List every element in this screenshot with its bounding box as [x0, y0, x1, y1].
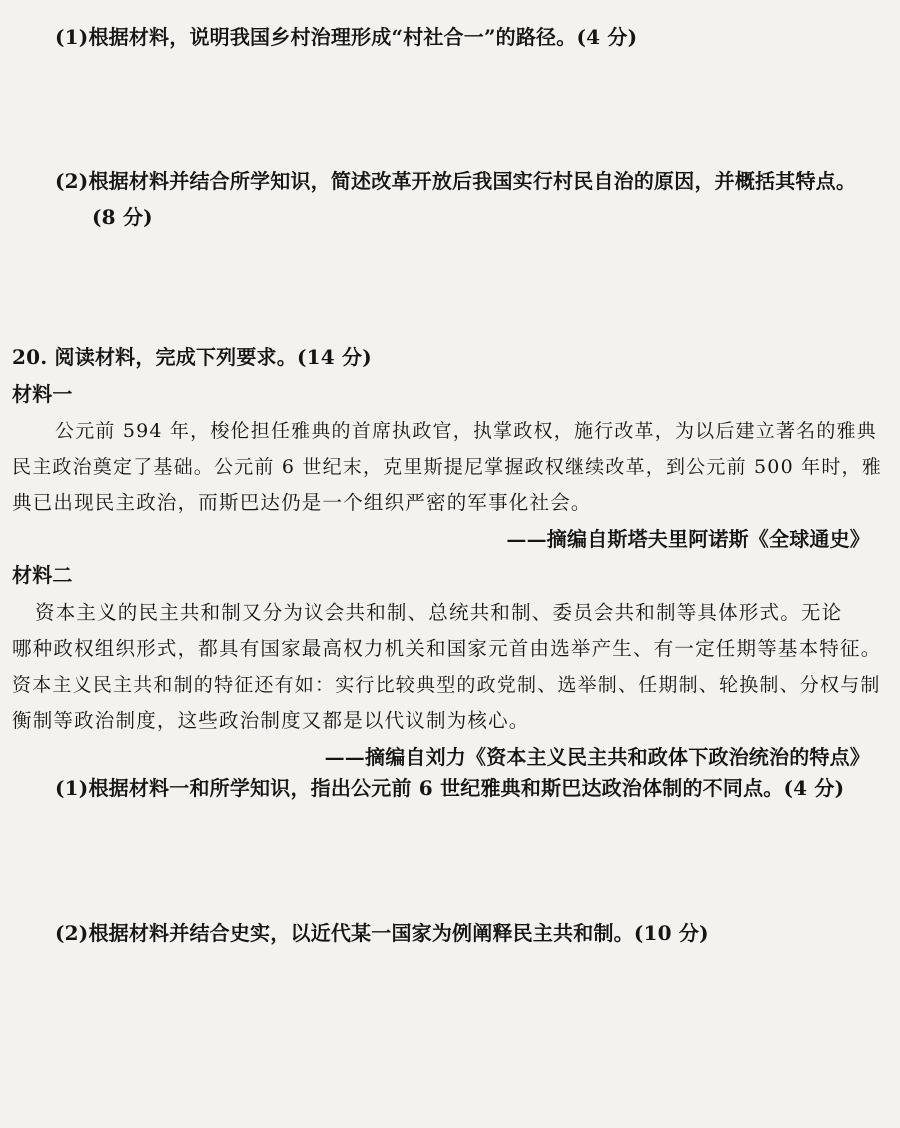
material1-label: 材料一	[12, 382, 73, 406]
q19-subquestion-1: (1)根据材料，说明我国乡村治理形成“村社合一”的路径。(4 分)	[55, 25, 638, 49]
material2-line: 衡制等政治制度，这些政治制度又都是以代议制为核心。	[12, 709, 530, 732]
q19-subquestion-2: (2)根据材料并结合所学知识，简述改革开放后我国实行村民自治的原因，并概括其特点。	[55, 169, 857, 193]
q20-subquestion-2: (2)根据材料并结合史实，以近代某一国家为例阐释民主共和制。(10 分)	[55, 921, 709, 945]
material2-line: 资本主义的民主共和制又分为议会共和制、总统共和制、委员会共和制等具体形式。无论	[35, 601, 843, 624]
material1-line: 典已出现民主政治，而斯巴达仍是一个组织严密的军事化社会。	[12, 491, 592, 514]
material2-line: 哪种政权组织形式，都具有国家最高权力机关和国家元首由选举产生、有一定任期等基本特征。	[12, 637, 882, 660]
q19-subquestion-2-points: (8 分)	[92, 205, 153, 229]
material1-line: 公元前 594 年，梭伦担任雅典的首席执政官，执掌政权，施行改革，为以后建立著名的雅典	[55, 420, 877, 442]
q20-title: 20. 阅读材料，完成下列要求。(14 分)	[12, 345, 372, 369]
material1-source: ——摘编自斯塔夫里阿诺斯《全球通史》	[506, 527, 870, 551]
material2-source: ——摘编自刘力《资本主义民主共和政体下政治统治的特点》	[324, 745, 870, 769]
q20-subquestion-1: (1)根据材料一和所学知识，指出公元前 6 世纪雅典和斯巴达政治体制的不同点。(4 分)	[55, 776, 845, 800]
material2-line: 资本主义民主共和制的特征还有如：实行比较典型的政党制、选举制、任期制、轮换制、分权与制	[12, 674, 881, 696]
material2-label: 材料二	[12, 563, 73, 587]
material1-line: 民主政治奠定了基础。公元前 6 世纪末，克里斯提尼掌握政权继续改革，到公元前 500 年时，雅	[12, 456, 882, 478]
